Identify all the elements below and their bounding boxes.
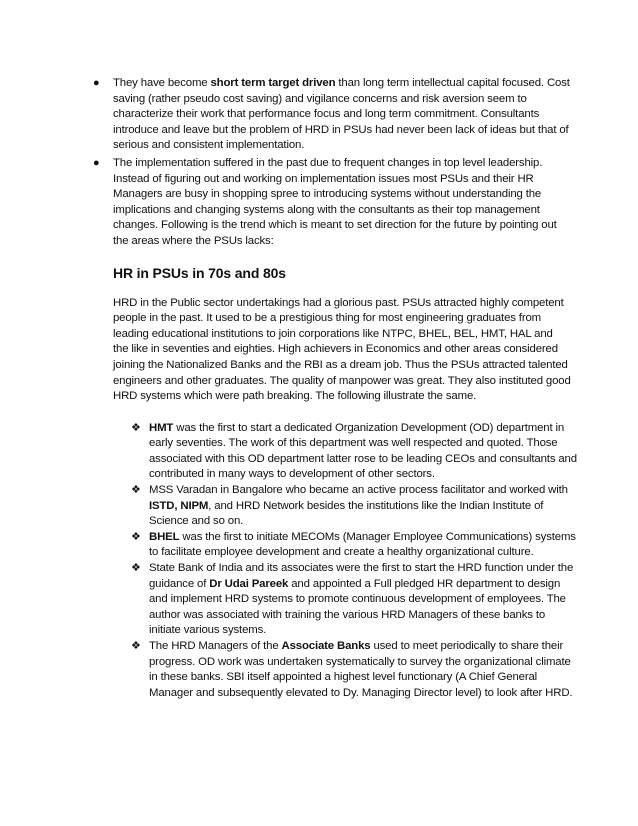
- diamond-bullet-icon: ❖: [131, 562, 141, 575]
- list-item-text: State Bank of India and its associates were the first to start the HRD function under the guidance of: [149, 562, 574, 590]
- list-item-text: MSS Varadan in Bangalore who became an active process facilitator and worked with: [149, 484, 568, 497]
- diamond-bullet-icon: ❖: [131, 484, 141, 497]
- list-item: [131, 561, 579, 639]
- list-item: [131, 530, 579, 561]
- diamond-bullet-icon: ❖: [131, 421, 141, 434]
- list-item-bold: HMT: [149, 421, 174, 434]
- section-heading: HR in PSUs in 70s and 80s: [113, 264, 286, 281]
- diamond-bullet-icon: ❖: [131, 640, 141, 652]
- list-item-bold: Associate Banks: [281, 640, 371, 652]
- bullet-text: The implementation suffered in the past due to frequent changes in top level leadership. Instead of figuring out and working on implementation issues most PSUs and their HR Managers are busy in shopping spree to introducing systems without understanding the implications and changing systems along with the consultants as their top management changes. Following is the trend which is meant to set direction for the future by pointing out the areas where the PSUs lacks:: [113, 156, 557, 247]
- list-item-text: The HRD Managers of the: [149, 640, 282, 652]
- list-item-bold: ISTD, NIPM: [149, 499, 209, 512]
- list-item-bold: Dr Udai Pareek: [209, 577, 289, 590]
- bullet-text: They have become: [113, 77, 211, 89]
- list-item: [131, 421, 579, 483]
- bullet-item: [93, 76, 571, 154]
- list-item: [131, 639, 579, 701]
- list-item-text: , and HRD Network besides the institutions like the Indian Institute of Science and so on.: [149, 499, 544, 528]
- list-item-text: was the first to initiate MECOMs (Manager Employee Communications) systems to facilitate employee development and create a healthy organizational culture.: [149, 530, 576, 559]
- bullet-text: than long term intellectual capital focused. Cost saving (rather pseudo cost saving) and vigilance concerns and risk aversion seem to characterize their work that performance focus and long term commitment. Consultants introduce and leave but the problem of HRD in PSUs had never been lack of ideas but that of serious and consistent implementation.: [113, 77, 570, 152]
- bullet-disc-icon: ●: [93, 156, 100, 169]
- bullet-item: [93, 156, 571, 250]
- bullet-bold-text: short term target driven: [210, 77, 336, 89]
- diamond-bullet-icon: ❖: [131, 530, 141, 543]
- list-item: [131, 483, 579, 530]
- document-body: [93, 76, 577, 701]
- section-paragraph: HRD in the Public sector undertakings had a glorious past. PSUs attracted highly competent people in the past. It used to be a prestigious thing for most engineering graduates from leading educational institutions to join corporations like NTPC, BHEL, BEL, HMT, HAL and the like in seventies and eighties. High achievers in Economics and other areas considered joining the Nationalized Banks and the RBI as a dream job. Thus the PSUs attracted talented engineers and other graduates. The quality of manpower was great. They also instituted good HRD systems which were path breaking. The following illustrate the same.: [113, 296, 571, 403]
- list-item-text: and appointed a Full pledged HR department to design and implement HRD systems to promote continuous development of employees. The author was associated with training the various HRD Managers of these banks to initiate various systems.: [149, 577, 566, 637]
- bullet-disc-icon: ●: [93, 77, 100, 89]
- example-list: [131, 421, 579, 702]
- list-item-text: used to meet periodically to share their progress. OD work was undertaken systematically to survey the organizational climate in these banks. SBI itself appointed a highest level functionary (A Chief General Manager and subsequently elevated to Dy. Managing Director level) to look after HRD.: [149, 640, 573, 699]
- list-item-bold: BHEL: [149, 530, 180, 543]
- list-item-text: was the first to start a dedicated Organization Development (OD) department in early seventies. The work of this department was well respected and quoted. Those associated with this OD department latter rose to be leading CEOs and consultants and contributed in many ways to development of other sectors.: [149, 421, 577, 481]
